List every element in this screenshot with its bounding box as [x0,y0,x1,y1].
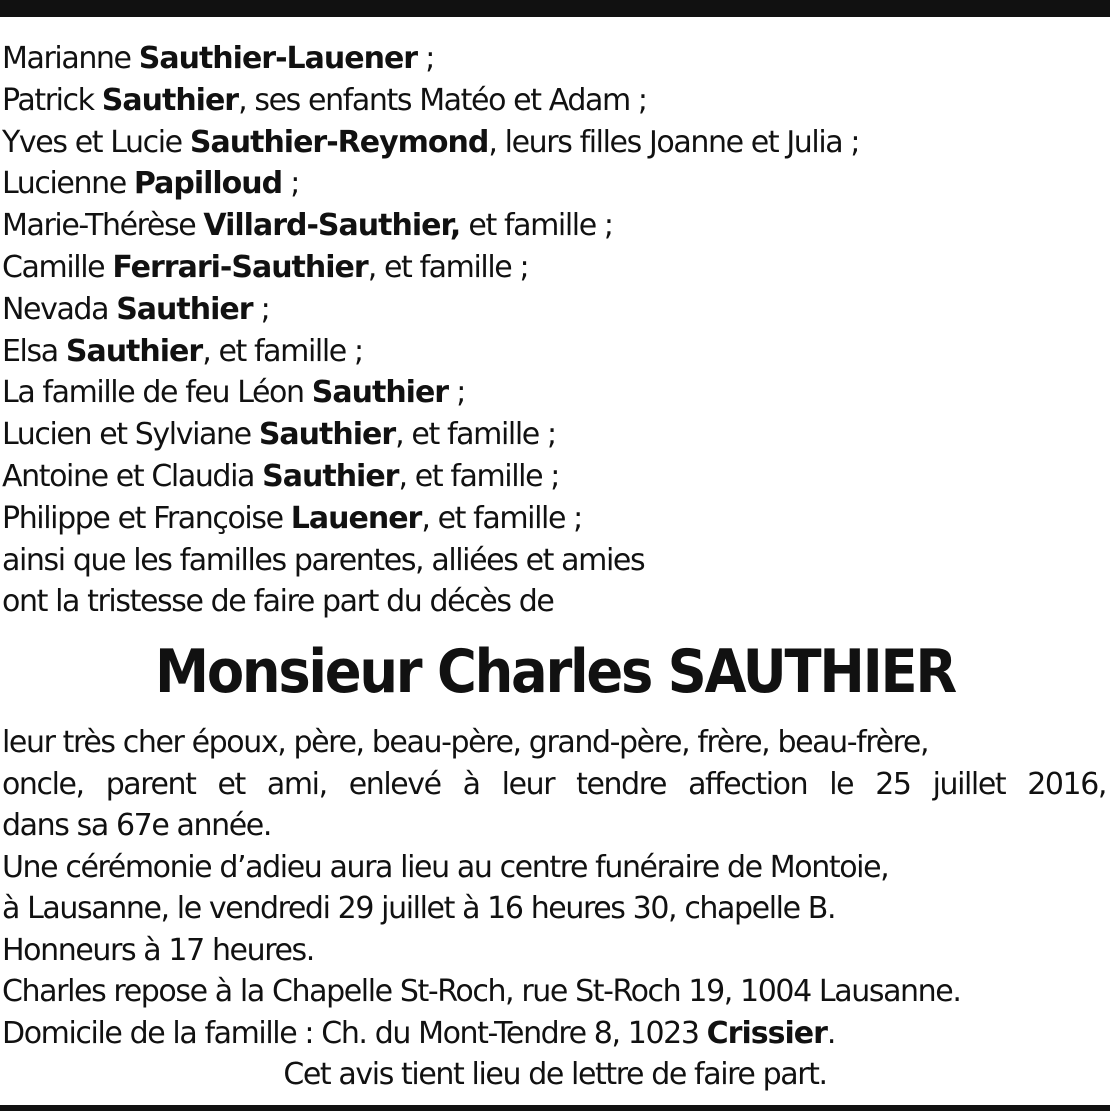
mourner-surname: Sauthier [116,291,253,327]
mourner-first-name: Lucien et Sylviane [2,417,259,453]
intro-line-1: ainsi que les familles parentes, alliées et amies [2,542,645,578]
mourner-first-name: Yves et Lucie [2,124,190,160]
mourner-suffix: ; [252,291,270,327]
mourner-line [2,247,1106,289]
mourner-first-name: Elsa [2,333,66,369]
mourner-line [2,331,1106,373]
mourner-suffix: , et famille ; [367,249,529,285]
mourner-suffix: ; [282,166,299,202]
mourner-surname: Sauthier-Lauener [138,41,418,76]
mourner-first-name: Marianne [2,41,139,76]
address-text: Domicile de la famille : Ch. du Mont-Tendre 8, 1023 [2,1015,707,1051]
mourner-suffix: ; [448,375,465,411]
mourner-line [2,372,1106,414]
obituary-body [2,722,1108,1096]
mourner-first-name: Patrick [2,82,102,118]
mourner-first-name: La famille de feu Léon [2,375,312,411]
ceremony-date-line: à Lausanne, le vendredi 29 juillet à 16 heures 30, chapelle B. [2,891,836,926]
mourner-suffix: , et famille ; [395,417,556,453]
mourner-line [2,289,1106,331]
mourner-suffix: ; [417,41,434,76]
mourner-first-name: Antoine et Claudia [2,458,263,494]
body-line-2: oncle, parent et ami, enlevé à leur tendre affection le 25 juillet 2016, [2,766,1107,802]
closing-line: Cet avis tient lieu de lettre de faire part. [283,1057,827,1092]
mourner-surname: Papilloud [133,166,283,202]
mourner-surname: Ferrari-Sauthier [112,249,368,285]
mourner-line [2,456,1106,498]
mourner-line [2,414,1106,456]
mourner-suffix: , ses enfants Matéo et Adam ; [238,82,647,118]
mourner-line [2,38,1106,80]
mourner-suffix: , et famille ; [421,500,582,536]
mourner-line [2,205,1106,247]
body-line-1: leur très cher époux, père, beau-père, grand-père, frère, beau-frère, [2,725,929,760]
mourner-surname: Villard-Sauthier, [203,208,461,244]
mourner-first-name: Lucienne [2,166,134,202]
honours-line: Honneurs à 17 heures. [2,932,314,968]
mourner-surname: Sauthier [311,375,449,411]
top-rule [0,0,1110,17]
mourner-first-name: Nevada [2,291,117,327]
mourner-first-name: Marie-Thérèse [2,208,204,244]
mourner-first-name: Camille [2,249,113,285]
family-address-line [2,1013,1108,1055]
address-period: . [826,1015,836,1051]
mourner-surname: Sauthier [262,458,399,494]
mourner-surname: Sauthier [101,82,239,118]
mourners-list [2,38,1106,623]
body-line-3: dans sa 67e année. [2,808,271,843]
deceased-name-heading: Monsieur Charles SAUTHIER [155,637,955,707]
mourner-surname: Sauthier-Reymond [189,124,489,160]
mourner-line [2,122,1106,164]
mourner-suffix: , leurs filles Joanne et Julia ; [488,124,860,160]
address-town: Crissier [706,1015,827,1051]
mourner-suffix: , et famille ; [398,458,559,494]
mourner-line [2,498,1106,540]
mourner-suffix: et famille ; [460,208,613,244]
bottom-rule [0,1105,1110,1111]
mourner-suffix: , et famille ; [202,333,363,369]
mourner-line [2,163,1106,205]
mourner-surname: Lauener [290,500,422,536]
intro-line-2: ont la tristesse de faire part du décès de [2,584,554,620]
mourner-line [2,80,1106,122]
ceremony-line: Une cérémonie d’adieu aura lieu au centre funéraire de Montoie, [2,849,889,885]
mourner-first-name: Philippe et Françoise [2,500,291,536]
repose-line: Charles repose à la Chapelle St-Roch, rue St-Roch 19, 1004 Lausanne. [2,974,961,1009]
mourner-surname: Sauthier [65,333,203,369]
mourner-surname: Sauthier [258,417,396,453]
